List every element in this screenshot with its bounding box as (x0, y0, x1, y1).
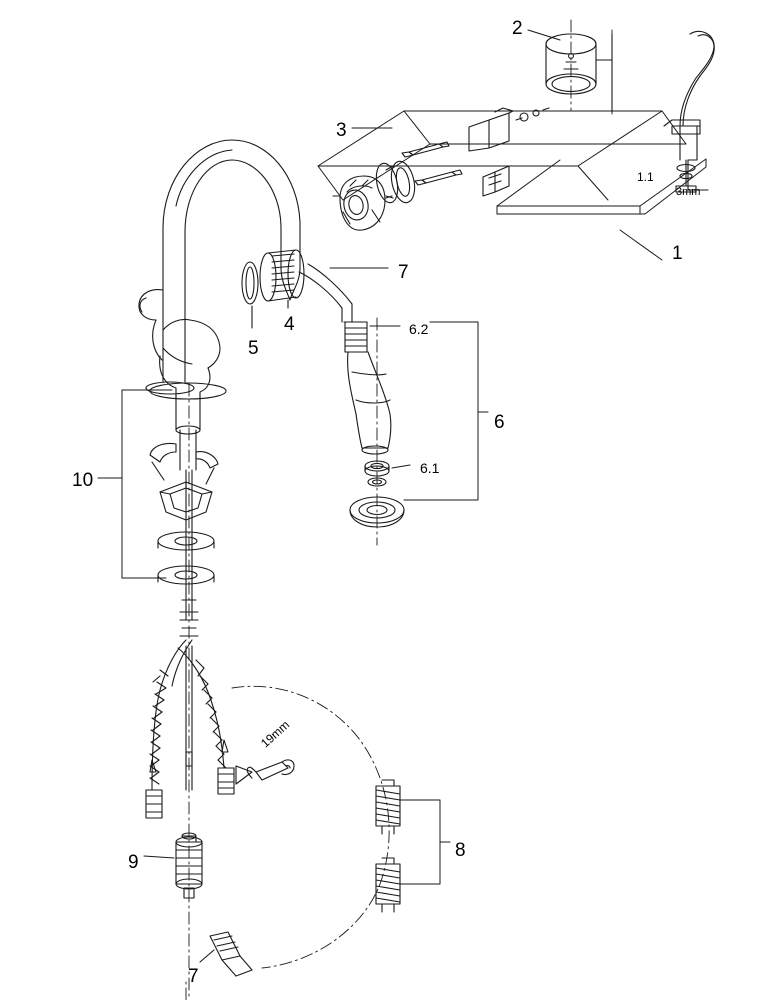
hook-tool-group (664, 31, 714, 192)
leader-61 (392, 465, 410, 468)
faucet-body (139, 140, 300, 620)
hose-end-part-7b (210, 932, 252, 976)
callout-4: 4 (284, 314, 295, 335)
braided-hoses (146, 600, 234, 818)
connector-part-9 (176, 833, 202, 898)
hose-upper-part-7 (299, 264, 360, 322)
oring-part-5 (242, 262, 258, 304)
callout-7-lower: 7 (188, 966, 199, 987)
cartridge-assembly (469, 108, 549, 196)
callout-8: 8 (455, 840, 466, 861)
callout-1-1: 1.1 (637, 170, 654, 184)
mounting-plate-box (318, 111, 706, 260)
callout-1: 1 (672, 243, 683, 264)
springs-part-8 (376, 780, 400, 912)
spray-head-part-6 (345, 322, 391, 454)
callout-2: 2 (512, 18, 523, 39)
callout-7-upper: 7 (398, 262, 409, 283)
callout-19mm: 19mm (258, 717, 293, 751)
clips-part-10 (146, 382, 218, 584)
bracket-8 (400, 800, 450, 884)
callout-10: 10 (72, 470, 94, 491)
callout-3mm: 3mm (676, 186, 701, 198)
callout-6: 6 (494, 412, 505, 433)
screws-and-rings-3 (373, 142, 462, 205)
callout-6-2: 6.2 (409, 321, 429, 337)
centerlines (186, 20, 612, 1000)
bracket-10 (98, 390, 172, 578)
leader-7b (200, 950, 214, 962)
wrench-19mm (236, 760, 294, 784)
leader-2 (528, 30, 560, 40)
leader-9 (144, 856, 174, 858)
callout-3: 3 (336, 120, 347, 141)
valve-cartridge-body (333, 176, 392, 230)
callout-5: 5 (248, 338, 259, 359)
callout-6-1: 6.1 (420, 460, 440, 476)
bracket-6 (404, 322, 488, 500)
callout-9: 9 (128, 852, 139, 873)
sleeve-part-2 (546, 34, 612, 112)
